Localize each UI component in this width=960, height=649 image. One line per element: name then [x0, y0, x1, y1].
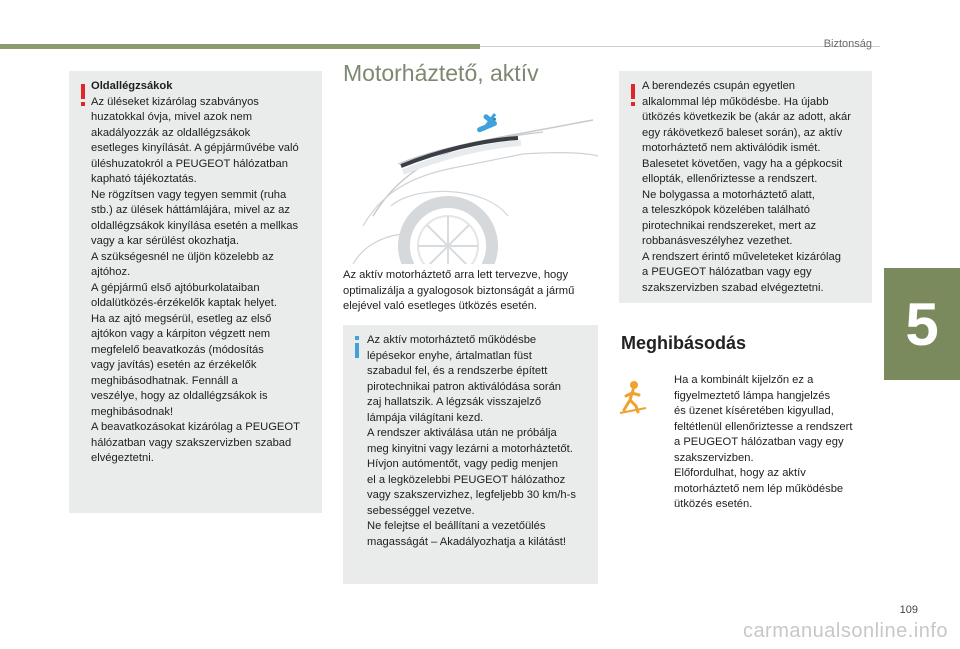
- hood-info-box: [343, 325, 598, 584]
- hood-warning-text: A berendezés csupán egyetlen alkalommal lép működésbe. Ha újabb ütközés következik be (akár az adott, akár egy rákövetkező baleset során), az aktív motorháztető nem aktiválódik ismét. Balesetet követően, vagy ha a gépkocsit ellopták, ellenőriztesse a rendszert. Ne bolygassa a motorháztető alatt, a teleszkópok közelében található pirotechnikai rendszereket, mert az robbanásveszélyhez vezethet. A rendszert érintő műveleteket kizárólag a PEUGEOT hálózatban vagy egy szakszervizben szabad elvégeztetni.: [642, 80, 851, 294]
- section-label: Biztonság: [823, 38, 872, 50]
- hood-warning-box: [619, 71, 872, 303]
- chapter-tab: 5: [884, 268, 960, 380]
- fault-subtitle: Meghibásodás: [621, 333, 747, 353]
- airbag-warning-box: [69, 71, 322, 513]
- airbag-body: Az üléseket kizárólag szabványos huzatokkal óvja, mivel azok nem akadályozzák az oldallégzsákok esetleges kinyílását. A gépjárművébe való üléshuzatokról a PEUGEOT hálózatban kapható tájékoztatás. Ne rögzítsen vagy tegyen semmit (ruha stb.) az ülések háttámlájára, mivel az az oldallégzsákok kinyílása esetén a mellkas vagy a kar sérülést okozhatja. A szükségesnél ne üljön közelebb az ajtóhoz. A gépjármű első ajtóburkolataiban oldalütközés-érzékelők kaptak helyet. Ha az ajtó megsérül, esetleg az első ajtókon vagy a kárpiton végzett nem megfelelő beavatkozás (módosítás vagy javítás) esetén az érzékelők meghibásodhatnak. Fennáll a veszélye, hogy az oldallégzsákok is meghibásodnak! A beavatkozásokat kizárólag a PEUGEOT hálózatban vagy szakszervizben szabad elvégeztetni.: [91, 95, 300, 464]
- warning-icon: [80, 84, 85, 106]
- page-number: 109: [899, 604, 918, 616]
- header-accent-bar: [0, 44, 480, 49]
- hood-info-text: Az aktív motorháztető működésbe lépésekor enyhe, ártalmatlan füst szabadul fel, és a rendszerbe épített pirotechnikai patron aktiválódása során zaj hallatszik. A légzsák visszajelző lámpája világítani kezd. A rendszer aktiválása után ne próbálja meg kinyitni vagy lezárni a motorháztetőt. Hívjon autómentőt, vagy pedig menjen el a legközelebbi PEUGEOT hálózathoz vagy szakszervizhez, legfeljebb 30 km/h-s sebességgel vezetve. Ne felejtse el beállítani a vezetőülés magasságát – Akadályozhatja a kilátást!: [367, 334, 576, 548]
- car-hood-illustration: [343, 96, 598, 264]
- warning-icon: [630, 84, 635, 106]
- site-watermark: carmanualsonline.info: [742, 620, 948, 642]
- airbag-heading: Oldallégzsákok: [91, 80, 173, 92]
- header-rule: [480, 46, 880, 47]
- hood-intro-text: Az aktív motorháztető arra lett tervezve, hogy optimalizálja a gyalogosok biztonságát a jármű elejével való esetleges ütközés esetén.: [343, 269, 575, 312]
- page-title: Motorháztető, aktív: [343, 60, 539, 86]
- info-icon: [354, 336, 359, 358]
- pedestrian-warning-lamp-icon: [618, 380, 648, 414]
- fault-text: Ha a kombinált kijelzőn ez a figyelmeztető lámpa hangjelzés és üzenet kíséretében kigyullad, feltétlenül ellenőriztesse a rendszert a PEUGEOT hálózatban vagy egy szakszervizben. Előfordulhat, hogy az aktív motorháztető nem lép működésbe ütközés esetén.: [674, 374, 853, 510]
